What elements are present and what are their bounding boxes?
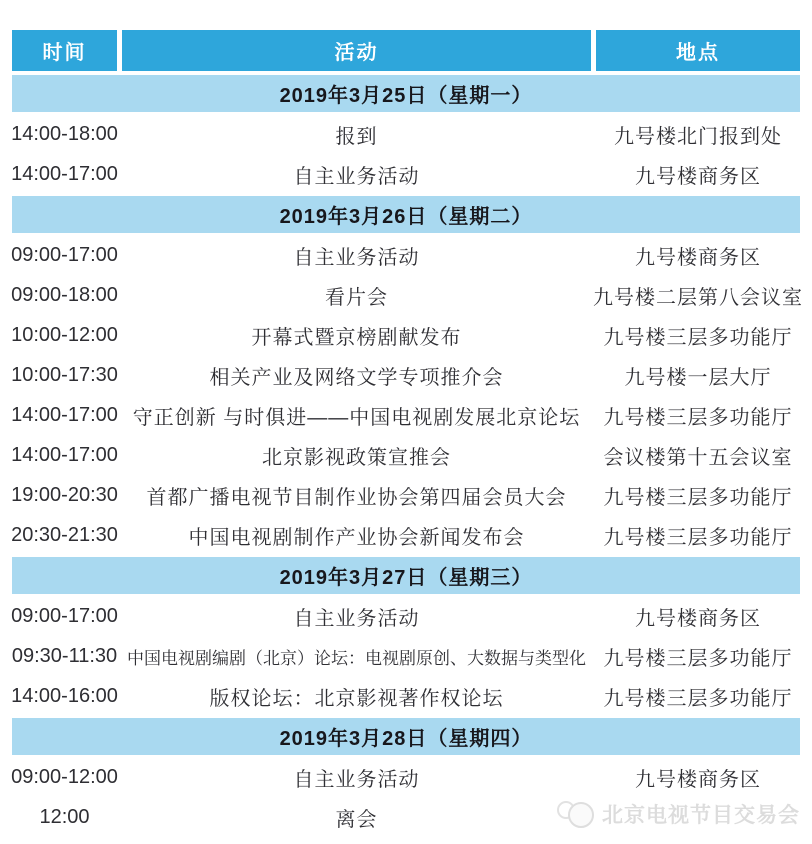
event-location: 九号楼三层多功能厅 (603, 486, 793, 509)
event-activity: 相关产业及网络文学专项推介会 (209, 366, 504, 389)
event-activity: 北京影视政策宣推会 (262, 446, 451, 469)
schedule-row (11, 275, 803, 315)
schedule-row (12, 315, 800, 355)
date-header-row (12, 75, 800, 112)
event-activity: 自主业务活动 (293, 246, 420, 269)
event-activity: 离会 (335, 808, 378, 831)
event-activity: 报到 (335, 125, 378, 148)
schedule-row (12, 757, 800, 797)
event-time: 14:00-18:00 (11, 122, 118, 145)
date-label: 2019年3月26日（星期二） (279, 206, 533, 228)
schedule-row (12, 475, 800, 515)
event-time: 14:00-16:00 (11, 684, 118, 707)
event-time: 09:00-12:00 (11, 765, 118, 788)
event-time: 09:00-18:00 (11, 283, 118, 306)
header-cell-activity: 活动 (122, 30, 591, 71)
schedule-row (12, 676, 800, 716)
date-header-row (12, 557, 800, 594)
schedule-row (12, 636, 800, 676)
schedule-row (12, 596, 800, 636)
date-label: 2019年3月25日（星期一） (279, 85, 533, 107)
schedule-row (12, 435, 800, 475)
table-header-row (12, 30, 800, 71)
event-location: 九号楼商务区 (635, 768, 761, 791)
event-activity: 守正创新 与时俱进——中国电视剧发展北京论坛 (132, 406, 581, 429)
header-cell-location: 地点 (596, 30, 800, 71)
event-time: 12:00 (39, 805, 90, 828)
event-time: 10:00-17:30 (11, 363, 118, 386)
event-location: 九号楼三层多功能厅 (603, 647, 793, 670)
event-activity: 自主业务活动 (293, 768, 420, 791)
overlapping-circles-logo-icon (557, 798, 597, 830)
event-time: 14:00-17:00 (11, 162, 118, 185)
schedule-row (12, 154, 800, 194)
event-activity: 版权论坛：北京影视著作权论坛 (209, 687, 504, 710)
schedule-row (12, 355, 800, 395)
event-activity: 看片会 (325, 286, 388, 309)
schedule-row (12, 235, 800, 275)
schedule-row (12, 114, 800, 154)
date-header-row (12, 718, 800, 755)
event-activity: 自主业务活动 (293, 165, 420, 188)
event-location: 九号楼三层多功能厅 (603, 406, 793, 429)
event-location: 九号楼商务区 (635, 165, 761, 188)
schedule-row (12, 395, 800, 435)
event-time: 10:00-12:00 (11, 323, 118, 346)
event-location: 九号楼北门报到处 (614, 125, 782, 148)
event-location: 九号楼一层大厅 (624, 366, 772, 389)
event-time: 09:00-17:00 (11, 243, 118, 266)
schedule-row (12, 515, 800, 555)
event-location: 九号楼三层多功能厅 (603, 687, 793, 710)
event-time: 09:00-17:00 (11, 604, 118, 627)
event-location: 九号楼商务区 (635, 607, 761, 630)
event-time: 14:00-17:00 (11, 443, 118, 466)
date-label: 2019年3月28日（星期四） (279, 728, 533, 750)
event-activity: 开幕式暨京榜剧献发布 (251, 326, 462, 349)
event-activity: 自主业务活动 (293, 607, 420, 630)
date-header-row (12, 196, 800, 233)
logo-big-circle (568, 802, 594, 828)
event-location: 会议楼第十五会议室 (603, 446, 793, 469)
watermark (557, 798, 800, 830)
event-activity: 首都广播电视节目制作业协会第四届会员大会 (146, 486, 567, 509)
event-location: 九号楼二层第八会议室 (593, 286, 803, 309)
date-label: 2019年3月27日（星期三） (279, 567, 533, 589)
event-time: 09:30-11:30 (11, 644, 118, 667)
header-cell-time: 时间 (12, 30, 117, 71)
event-location: 九号楼商务区 (635, 246, 761, 269)
watermark-text: 北京电视节目交易会 (602, 804, 800, 827)
event-activity: 中国电视剧编剧（北京）论坛：电视剧原创、大数据与类型化 (127, 648, 586, 668)
event-location: 九号楼三层多功能厅 (603, 326, 793, 349)
event-location: 九号楼三层多功能厅 (603, 526, 793, 549)
event-time: 19:00-20:30 (11, 483, 118, 506)
event-time: 14:00-17:00 (11, 403, 118, 426)
event-activity: 中国电视剧制作产业协会新闻发布会 (188, 526, 525, 549)
event-time: 20:30-21:30 (11, 523, 118, 546)
